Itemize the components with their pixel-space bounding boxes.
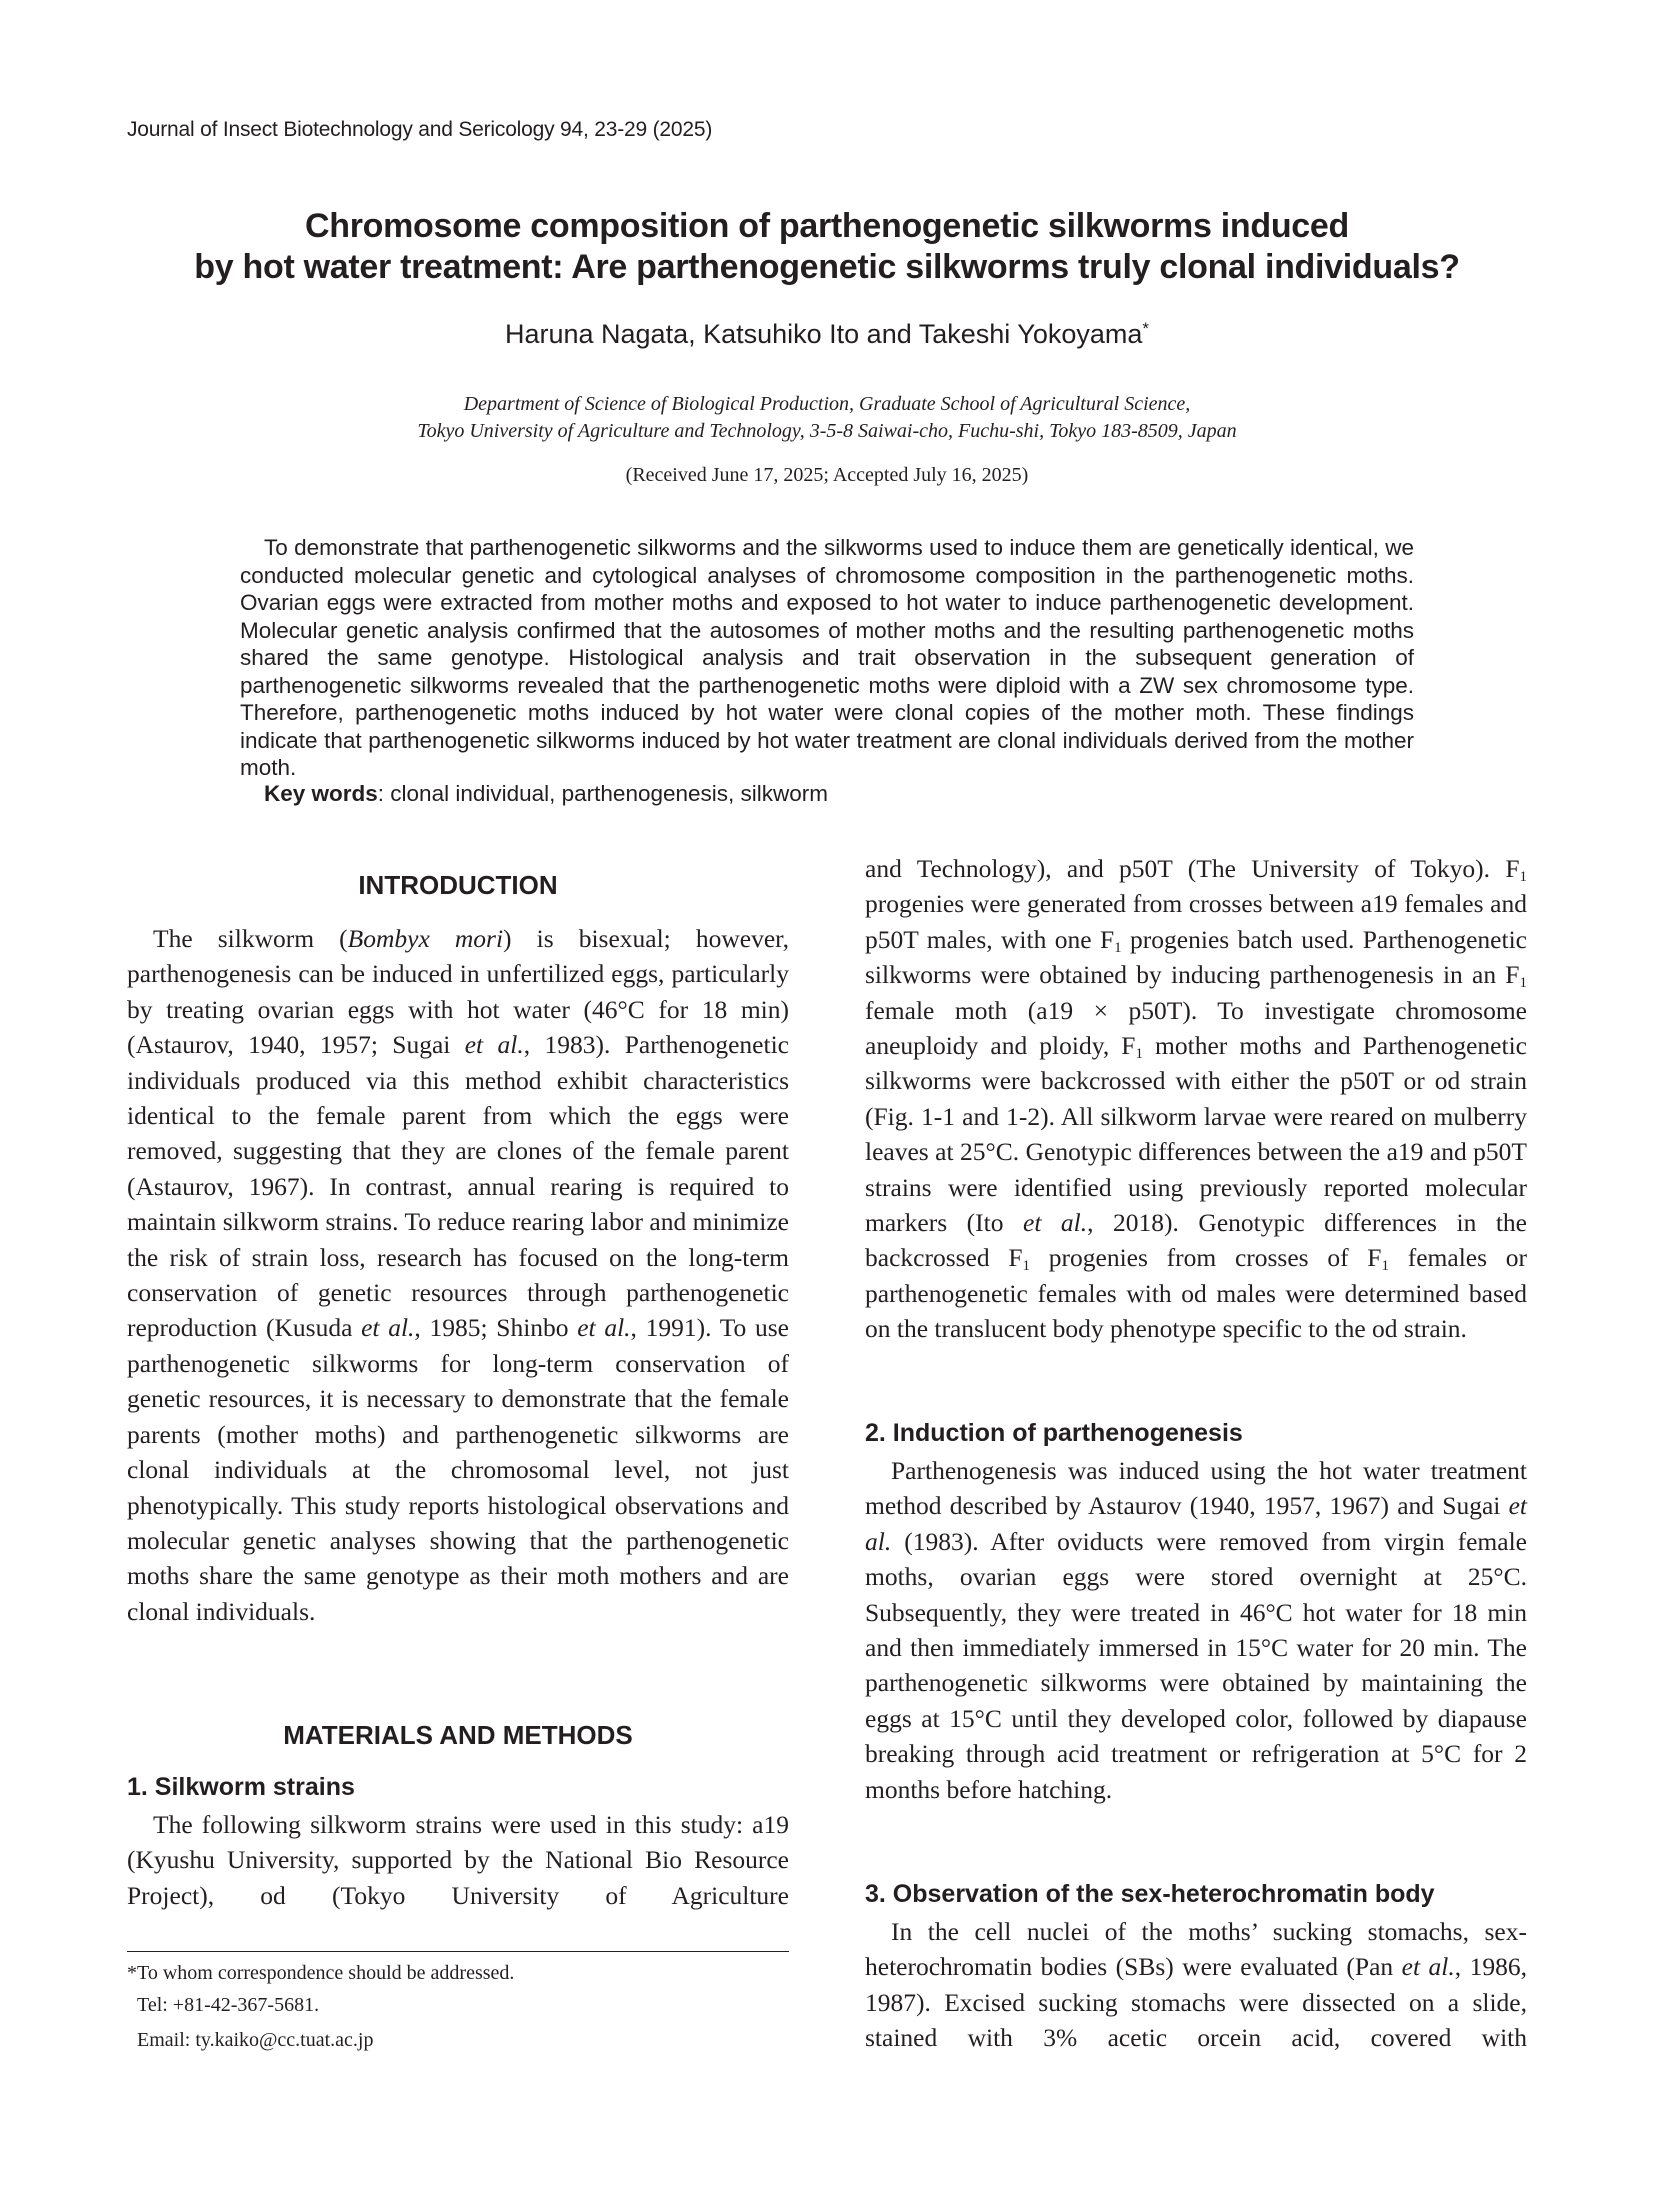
subsection-heading-induction: 2. Induction of parthenogenesis xyxy=(865,1419,1243,1447)
footnote-divider xyxy=(127,1951,789,1952)
text-run: mother moths and Parthenogenetic silkworms were backcrossed with either the p50T or od strain (Fig. 1-1 and 1-2). All silkworm larvae were reared on mulberry leaves at 25°C. Genotypic differences between the a19 and p50T strains were identified using previously reported molecular markers (Ito xyxy=(865,1031,1527,1238)
introduction-heading: INTRODUCTION xyxy=(358,870,558,900)
subscript: 1 xyxy=(1135,1046,1143,1063)
text-run: In the cell nuclei of the moths’ sucking stomachs, sex-heterochromatin bodies (SBs) were evaluated (Pan xyxy=(865,1917,1527,1982)
introduction-paragraph xyxy=(127,921,789,1629)
et-al: et al. xyxy=(464,1030,524,1060)
article-title-line-2: by hot water treatment: Are parthenogenetic silkworms truly clonal individuals? xyxy=(194,248,1460,286)
text-run: The silkworm ( xyxy=(153,924,348,953)
text-run: , 1983). Parthenogenetic individuals produced via this method exhibit characteristics identical to the female parent from which the eggs were removed, suggesting that they are clones of the female parent (Astaurov, 1967). In contrast, annual rearing is required to maintain silkworm strains. To reduce rearing labor and minimize the risk of strain loss, research has focused on the long-term conservation of genetic resources through parthenogenetic reproduction (Kusuda xyxy=(127,1030,789,1343)
induction-paragraph xyxy=(865,1453,1527,1807)
keywords xyxy=(264,781,828,807)
subscript: 1 xyxy=(1114,939,1122,956)
silkworm-strains-body-continued xyxy=(865,851,1527,1347)
text-run: , 2018). Genotypic differences in the backcrossed F xyxy=(865,1208,1527,1273)
text-run: females or parthenogenetic females with od males were determined based on the translucent body phenotype specific to the od strain. xyxy=(865,1243,1528,1344)
text-run: , 1985; Shinbo xyxy=(414,1313,578,1343)
footnote-email[interactable]: Email: ty.kaiko@cc.tuat.ac.jp xyxy=(137,2029,374,2051)
et-al: et al. xyxy=(1401,1952,1455,1982)
text-run: progenies from crosses of F xyxy=(1030,1243,1382,1273)
keywords-list: : clonal individual, parthenogenesis, silkworm xyxy=(377,781,829,806)
sex-heterochromatin-body xyxy=(865,1914,1527,2056)
abstract: To demonstrate that parthenogenetic silkworms and the silkworms used to induce them are genetically identical, we conducted molecular genetic and cytological analyses of chromosome composition in the parthenogenetic moths. Ovarian eggs were extracted from mother moths and exposed to hot water to induce parthenogenetic development. Molecular genetic analysis confirmed that the autosomes of mother moths and the resulting parthenogenetic moths shared the same genotype. Histological analysis and trait observation in the subsequent generation of parthenogenetic silkworms revealed that the parthenogenetic moths were diploid with a ZW sex chromosome type. Therefore, parthenogenetic moths induced by hot water were clonal copies of the mother moth. These findings indicate that parthenogenetic silkworms induced by hot water treatment are clonal individuals derived from the mother moth. xyxy=(240,535,1414,780)
subscript: 1 xyxy=(1381,1258,1389,1275)
induction-body xyxy=(865,1453,1527,1807)
journal-citation: Journal of Insect Biotechnology and Sericology 94, 23-29 (2025) xyxy=(127,118,713,141)
text-run: , 1986, 1987). Excised sucking stomachs were dissected on a slide, stained with 3% acetic orcein acid, covered with xyxy=(865,1952,1527,2053)
text-run: female moth (a19 × p50T). To investigate chromosome aneuploidy and ploidy, F xyxy=(865,995,1527,1061)
subscript: 1 xyxy=(1519,975,1527,992)
text-run: , 1991). To use parthenogenetic silkworms for long-term conservation of genetic resources, it is necessary to demonstrate that the female parents (mother moths) and parthenogenetic silkworms are clonal individuals at the chromosomal level, not just phenotypically. This study reports histological observations and molecular genetic analyses showing that the parthenogenetic moths share the same genotype as their moth mothers and are clonal individuals. xyxy=(127,1313,789,1626)
silkworm-strains-paragraph: The following silkworm strains were used in this study: a19 (Kyushu University, supported by the National Bio Resource Project), od (Tokyo University of Agriculture xyxy=(127,1810,789,1910)
keywords-label: Key words xyxy=(264,781,378,806)
text-run: Parthenogenesis was induced using the hot water treatment method described by Astaurov (1940, 1957, 1967) and Sugai xyxy=(865,1456,1527,1521)
text-run: progenies batch used. Parthenogenetic silkworms were obtained by inducing parthenogenesis in an F xyxy=(865,924,1527,990)
subscript: 1 xyxy=(1022,1258,1031,1275)
author-list xyxy=(0,319,1654,350)
subsection-heading-silkworm-strains: 1. Silkworm strains xyxy=(127,1773,355,1801)
et-al: et al. xyxy=(865,1491,1527,1556)
text-run: ) is bisexual; however, parthenogenesis can be induced in unfertilized eggs, particularly by treating ovarian eggs with hot water (46°C for 18 min) (Astaurov, 1940, 1957; Sugai xyxy=(127,924,789,1060)
et-al: et al. xyxy=(361,1313,415,1343)
species-name: Bombyx mori xyxy=(347,924,504,953)
et-al: et al. xyxy=(1023,1208,1088,1238)
text-run: and Technology), and p50T (The University of Tokyo). F xyxy=(865,854,1520,883)
text-run: (1983). After oviducts were removed from virgin female moths, ovarian eggs were stored overnight at 25°C. Subsequently, they were treated in 46°C hot water for 18 min and then immediately immersed in 15°C water for 20 min. The parthenogenetic silkworms were obtained by maintaining the eggs at 15°C until they developed color, followed by diapause breaking through acid treatment or refrigeration at 5°C for 2 months before hatching. xyxy=(865,1526,1527,1804)
affiliation-line-1: Department of Science of Biological Production, Graduate School of Agricultural Science, xyxy=(463,393,1191,415)
corresponding-author-mark: * xyxy=(1142,319,1150,338)
article-title-line-1: Chromosome composition of parthenogenetic silkworms induced xyxy=(305,207,1349,245)
text-run: progenies were generated from crosses between a19 females and p50T males, with one F xyxy=(865,889,1527,954)
affiliation-line-2: Tokyo University of Agriculture and Technology, 3-5-8 Saiwai-cho, Fuchu-shi, Tokyo 183-8509, Japan xyxy=(417,420,1237,442)
silkworm-strains-paragraph-continued xyxy=(865,851,1527,1347)
footnote-telephone: Tel: +81-42-367-5681. xyxy=(137,1994,320,2016)
subsection-heading-sex-heterochromatin: 3. Observation of the sex-heterochromatin body xyxy=(865,1880,1435,1908)
received-accepted-dates: (Received June 17, 2025; Accepted July 16, 2025) xyxy=(625,464,1029,486)
et-al: et al. xyxy=(577,1313,631,1343)
sex-heterochromatin-paragraph xyxy=(865,1914,1527,2056)
author-names: Haruna Nagata, Katsuhiko Ito and Takeshi Yokoyama xyxy=(504,319,1143,349)
footnote-correspondence: *To whom correspondence should be addressed. xyxy=(127,1962,515,1984)
silkworm-strains-body-start xyxy=(127,1807,789,1913)
introduction-body xyxy=(127,921,789,1629)
subscript: 1 xyxy=(1519,869,1527,885)
materials-methods-heading: MATERIALS AND METHODS xyxy=(283,1720,633,1750)
